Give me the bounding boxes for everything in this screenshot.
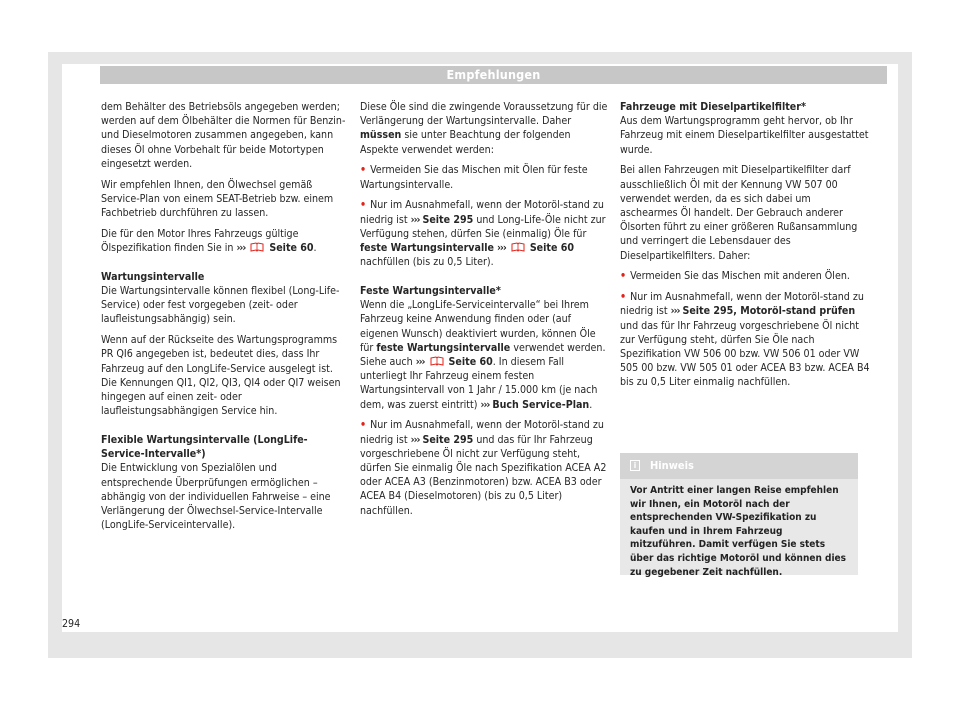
bullet-icon: • [620, 270, 627, 283]
paragraph [360, 100, 610, 157]
note-box [620, 453, 858, 578]
column-1 [101, 100, 351, 539]
note-header [620, 453, 858, 479]
page-link[interactable]: Seite 295 [422, 433, 474, 446]
paragraph: Wenn auf der Rückseite des Wartungsprogramms PR QI6 angegeben ist, bedeutet dies, dass Ihr Fahrzeug auf den LongLife-Service ausgelegt ist. Die Kennungen QI1, QI2, QI3, QI4 oder QI7 weisen hingegen auf einen zeit- oder laufleistungsabhängigen Service hin. [101, 334, 341, 418]
page-link[interactable]: Seite 60 [448, 356, 493, 369]
text: Vermeiden Sie das Mischen mit anderen Ölen. [630, 270, 850, 283]
page-link[interactable]: Seite 60 [269, 242, 314, 255]
cross-ref-arrow-icon: ››› [410, 213, 420, 226]
book-link[interactable]: Buch Service-Plan [492, 398, 590, 411]
bullet-icon: • [620, 291, 627, 304]
section-heading: Wartungsintervalle [101, 270, 205, 283]
column-3 [620, 100, 870, 396]
text: Vermeiden Sie das Mischen mit Ölen für feste Wartungsintervalle. [360, 164, 588, 191]
text: Nur im Ausnahmefall, wenn der Motoröl-stand zu niedrig ist [360, 419, 604, 446]
list-item [360, 163, 610, 191]
info-icon: i [630, 460, 640, 471]
note-title: Hinweis [650, 459, 694, 472]
section-heading: Feste Wartungsintervalle* [360, 285, 501, 298]
list-item [360, 198, 610, 269]
text: Nur im Ausnahmefall, wenn der Motoröl-stand zu niedrig ist [360, 199, 604, 226]
emphasis: feste Wartungsintervalle [360, 242, 494, 255]
text: sie unter Beachtung der folgenden Aspekte verwendet werden: [360, 129, 571, 156]
emphasis: feste Wartungsintervalle [376, 341, 511, 354]
page-link[interactable]: Seite 295 [422, 213, 474, 226]
bullet-icon: • [360, 199, 367, 212]
text: verwendet werden. Siehe auch [360, 341, 606, 369]
text: und Long-Life-Öle nicht zur Verfügung stehen, dürfen Sie (einmalig) Öle für [360, 213, 606, 240]
section-heading: Flexible Wartungsintervalle (LongLife-Service-Intervalle*) [101, 434, 308, 461]
paragraph: Die Entwicklung von Spezialölen und entsprechende Überprüfungen ermöglichen – abhängig von der individuellen Fahrweise – eine Verlängerung der Ölwechsel-Service-Intervalle (LongLife-Serviceintervalle). [101, 462, 331, 532]
cross-ref-arrow-icon: ››› [415, 356, 425, 369]
paragraph: dem Behälter des Betriebsöls angegeben werden; werden auf dem Ölbehälter die Normen für Benzin- und Dieselmotoren zusammen angegeben, kann dieses Öl ohne Vorbehalt für beide Motortypen eingesetzt werden. [101, 101, 346, 170]
section-header: Empfehlungen [100, 66, 887, 84]
list-item [620, 269, 870, 283]
text: und das für Ihr Fahrzeug vorgeschriebene Öl nicht zur Verfügung steht, dürfen Sie einmalig Öle nach Spezifikation ACEA A2 oder ACEA A3 (Benzinmotoren) bzw. ACEA B3 oder ACEA B4 (Dieselmotoren) (bis zu 0,5 Liter) nachfüllen. [360, 433, 607, 517]
text: nachfüllen (bis zu 0,5 Liter). [360, 256, 494, 269]
text: Die für den Motor Ihres Fahrzeugs gültige Ölspezifikation finden Sie in [101, 227, 299, 255]
section-heading: Fahrzeuge mit Dieselpartikelfilter* [620, 101, 806, 113]
text: . In diesem Fall unterliegt Ihr Fahrzeug einem festen Wartungsintervall von 1 Jahr / 15.000 km (je nach dem, was zuerst eintritt) [360, 356, 598, 411]
book-reference-icon [430, 355, 444, 366]
book-reference-icon [511, 241, 525, 252]
paragraph: Wir empfehlen Ihnen, den Ölwechsel gemäß Service-Plan von einem SEAT-Betrieb bzw. einem Fachbetrieb durchführen zu lassen. [101, 178, 334, 220]
list-item [360, 418, 610, 517]
text: Diese Öle sind die zwingende Voraussetzung für die Verlängerung der Wartungsintervalle. Daher [360, 101, 608, 128]
paragraph: Bei allen Fahrzeugen mit Dieselpartikelfilter darf ausschließlich Öl mit der Kennung VW 507 00 verwendet werden, da es sich dabei um aschearmes Öl handelt. Der Gebrauch anderer Ölsorten führt zu einer größeren Rußansammlung und verringert die Lebensdauer des Dieselpartikelfilters. Daher: [620, 164, 858, 262]
bullet-icon: • [360, 164, 367, 177]
page-link[interactable]: Seite 295, Motoröl-stand prüfen [682, 305, 856, 318]
book-reference-icon [250, 241, 264, 252]
text: Wenn die „LongLife-Serviceintervalle“ bei Ihrem Fahrzeug keine Anwendung finden oder (auf eigenen Wunsch) deaktiviert wurden, können Öle für [360, 299, 596, 354]
page-link[interactable]: Seite 60 [529, 242, 575, 255]
emphasis: müssen [360, 129, 402, 142]
note-text: Vor Antritt einer langen Reise empfehlen wir Ihnen, ein Motoröl nach der entsprechenden VW-Spezifikation zu kaufen und in Ihrem Fahrzeug mitzuführen. Damit verfügen Sie stets über das richtige Motoröl und können dies zu gegebener Zeit nachfüllen. [630, 485, 846, 578]
column-2 [360, 100, 610, 524]
cross-ref-arrow-icon: ››› [410, 433, 420, 446]
text: und das für Ihr Fahrzeug vorgeschriebene Öl nicht zur Verfügung steht, dürfen Sie Öle nach Spezifikation VW 506 00 bzw. VW 506 01 oder VW 505 00 bzw. VW 505 01 oder ACEA B3 bzw. ACEA B4 bis zu 0,5 Liter einmalig nachfüllen. [620, 319, 870, 389]
paragraph: Aus dem Wartungsprogramm geht hervor, ob Ihr Fahrzeug mit einem Dieselpartikelfilter ausgestattet wurde. [620, 115, 869, 156]
list-item [620, 290, 870, 389]
cross-ref-arrow-icon: ››› [496, 242, 506, 255]
paragraph: Die Wartungsintervalle können flexibel (Long-Life-Service) oder fest vorgegeben (zeit- oder laufleistungsabhängig) sein. [101, 285, 340, 326]
cross-ref-arrow-icon: ››› [236, 242, 246, 255]
paragraph: Die für den Motor Ihres Fahrzeugs gültige Ölspezifikation finden Sie in ››› Seite 60. [101, 227, 317, 255]
page-number: 294 [62, 618, 81, 630]
paragraph: Wenn die „LongLife-Serviceintervalle“ bei Ihrem Fahrzeug keine Anwendung finden oder (auf eigenen Wunsch) deaktiviert wurden, können Öle für feste Wartungsintervalle verwendet werden. Siehe auch ››› Seite 60. In diesem Fall unterliegt Ihr Fahrzeug einem festen Wartungsintervall von 1 Jahr / 15.000 km (je nach dem, was zuerst eintritt) ››› Buch Service-Plan. [360, 299, 606, 411]
cross-ref-arrow-icon: ››› [480, 398, 490, 411]
cross-ref-arrow-icon: ››› [670, 305, 680, 318]
text: Nur im Ausnahmefall, wenn der Motoröl-stand zu niedrig ist [620, 291, 864, 318]
bullet-icon: • [360, 419, 367, 432]
